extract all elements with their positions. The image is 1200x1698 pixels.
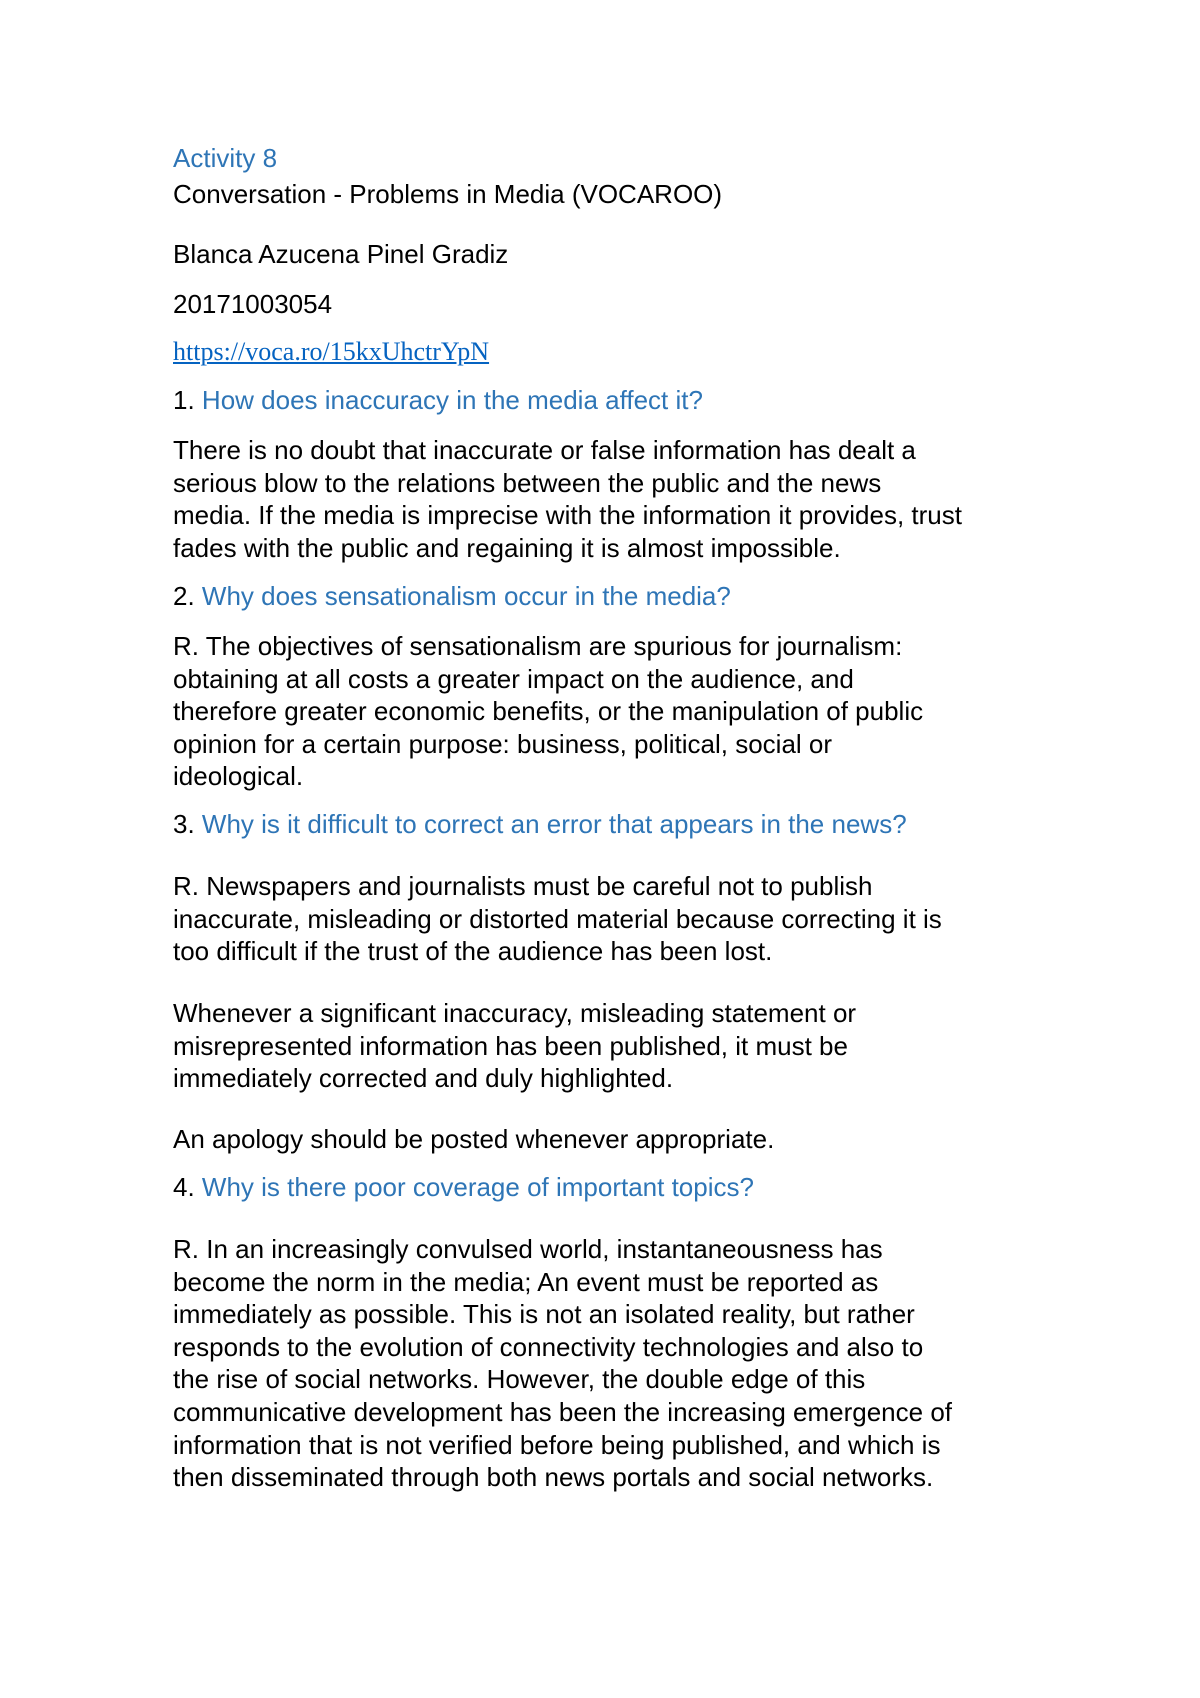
- vocaroo-link[interactable]: https://voca.ro/15kxUhctrYpN: [173, 337, 490, 366]
- student-id: 20171003054: [173, 289, 333, 319]
- answer-line: immediately corrected and duly highlighted.: [173, 1063, 674, 1094]
- answer-3-paragraph-2: [173, 997, 856, 1095]
- question-number: 1.: [173, 385, 202, 415]
- answer-line: fades with the public and regaining it is almost impossible.: [173, 532, 841, 563]
- answer-line: obtaining at all costs a greater impact on the audience, and: [173, 663, 854, 694]
- question-2: [173, 580, 731, 612]
- answer-line: ideological.: [173, 761, 304, 792]
- answer-line: serious blow to the relations between the public and the news: [173, 467, 882, 498]
- answer-2-paragraph-1: [173, 630, 923, 793]
- answer-3-paragraph-3: [173, 1123, 774, 1156]
- answer-1-paragraph-1: [173, 434, 962, 564]
- answer-line: responds to the evolution of connectivity technologies and also to: [173, 1331, 924, 1362]
- answer-line: therefore greater economic benefits, or the manipulation of public: [173, 696, 924, 727]
- author-name: Blanca Azucena Pinel Gradiz: [173, 239, 509, 269]
- answer-line: immediately as possible. This is not an isolated reality, but rather: [173, 1299, 915, 1330]
- answer-line: the rise of social networks. However, the double edge of this: [173, 1364, 866, 1395]
- answer-line: R. Newspapers and journalists must be careful not to publish: [173, 871, 873, 901]
- question-number: 2.: [173, 581, 202, 611]
- answer-line: Whenever a significant inaccuracy, misleading statement or: [173, 998, 857, 1028]
- question-3: [173, 808, 907, 840]
- answer-line: misrepresented information has been published, it must be: [173, 1030, 848, 1061]
- answer-line: media. If the media is imprecise with the information it provides, trust: [173, 500, 962, 531]
- document-title: Activity 8: [173, 143, 278, 173]
- question-1: [173, 384, 703, 416]
- question-number: 3.: [173, 809, 202, 839]
- answer-line: There is no doubt that inaccurate or false information has dealt a: [173, 435, 916, 465]
- answer-line: communicative development has been the increasing emergence of: [173, 1396, 953, 1427]
- answer-line: inaccurate, misleading or distorted material because correcting it is: [173, 903, 942, 934]
- answer-line: R. The objectives of sensationalism are spurious for journalism:: [173, 631, 903, 661]
- question-text: Why is it difficult to correct an error that appears in the news?: [201, 809, 907, 839]
- answer-4-paragraph-1: [173, 1233, 952, 1494]
- document-subtitle: Conversation - Problems in Media (VOCAROO): [173, 179, 723, 209]
- answer-line: R. In an increasingly convulsed world, instantaneousness has: [173, 1234, 883, 1264]
- answer-3-paragraph-1: [173, 870, 942, 968]
- question-number: 4.: [173, 1172, 202, 1202]
- answer-line: too difficult if the trust of the audience has been lost.: [173, 936, 773, 967]
- question-4: [173, 1171, 754, 1203]
- answer-line: opinion for a certain purpose: business, political, social or: [173, 728, 833, 759]
- question-text: Why is there poor coverage of important topics?: [201, 1172, 754, 1202]
- question-text: Why does sensationalism occur in the media?: [201, 581, 731, 611]
- answer-line: An apology should be posted whenever appropriate.: [173, 1124, 775, 1154]
- answer-line: information that is not verified before being published, and which is: [173, 1429, 941, 1460]
- answer-line: then disseminated through both news portals and social networks.: [173, 1462, 934, 1493]
- question-text: How does inaccuracy in the media affect it?: [201, 385, 703, 415]
- answer-line: become the norm in the media; An event must be reported as: [173, 1266, 879, 1297]
